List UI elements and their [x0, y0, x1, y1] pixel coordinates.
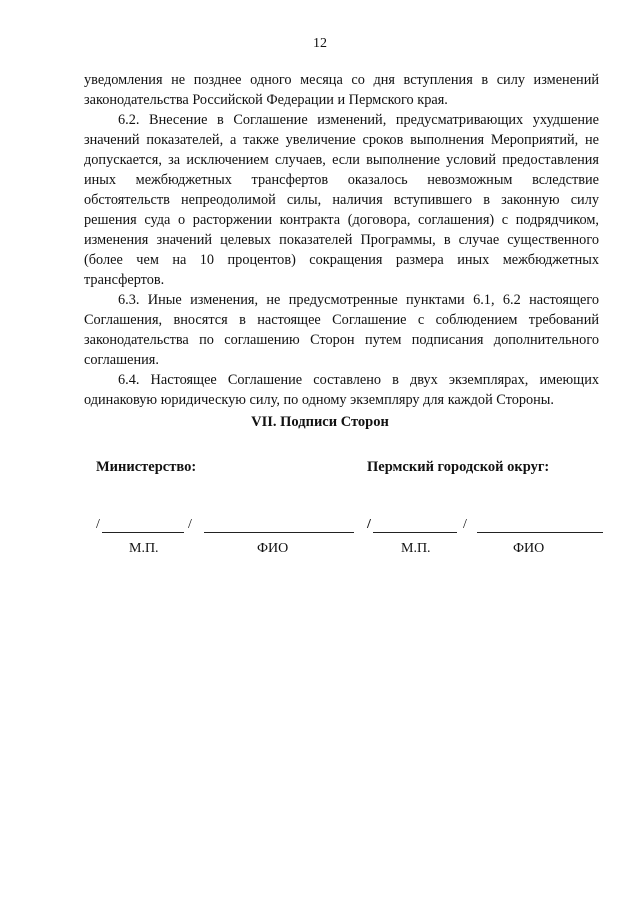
signature-line-fio [477, 517, 603, 533]
paragraph-6-2: 6.2. Внесение в Соглашение изменений, предусматривающих ухудшение значений показателей, а также увеличение сроков выполнения Мероприятий, не допускается, за исключением случаев, если выполнение условий предоставления иных межбюджетных трансфертов оказалось невозможным вследствие обстоятельств непреодолимой силы, наличия вступившего в законную силу решения суда о расторжении контракта (договора, соглашения) с подрядчиком, изменения значений целевых показателей Программы, в случае существенного (более чем на 10 процентов) сокращения размера иных межбюджетных трансфертов. [84, 112, 599, 288]
signature-line-mp [102, 517, 184, 533]
signature-row-perm-city [367, 517, 603, 533]
paragraph-continuation: уведомления не позднее одного месяца со дня вступления в силу изменений законодательства Российской Федерации и Пермского края. [84, 72, 599, 108]
perm-city-mp-label: М.П. [401, 541, 431, 556]
section-title: VII. Подписи Сторон [251, 414, 389, 430]
signature-slash-open: / [96, 517, 100, 532]
ministry-mp-label: М.П. [129, 541, 159, 556]
signature-row-ministry [96, 517, 354, 533]
signature-slash-open: / [367, 517, 371, 532]
paragraph-6-3: 6.3. Иные изменения, не предусмотренные пунктами 6.1, 6.2 настоящего Соглашения, вносятся в настоящее Соглашение с соблюдением требований законодательства по соглашению Сторон путем подписания дополнительного соглашения. [84, 292, 599, 368]
party-perm-city-label: Пермский городской округ: [367, 459, 550, 475]
signature-slash-separator: / [463, 517, 467, 532]
page-number: 12 [313, 36, 327, 51]
ministry-fio-label: ФИО [257, 541, 289, 556]
signature-line-mp [373, 517, 457, 533]
signature-slash-separator: / [188, 517, 192, 532]
body-text [84, 70, 599, 410]
party-ministry-label: Министерство: [96, 459, 197, 475]
perm-city-fio-label: ФИО [513, 541, 545, 556]
signature-line-fio [204, 517, 354, 533]
paragraph-6-4: 6.4. Настоящее Соглашение составлено в двух экземплярах, имеющих одинаковую юридическую силу, по одному экземпляру для каждой Стороны. [84, 372, 599, 408]
